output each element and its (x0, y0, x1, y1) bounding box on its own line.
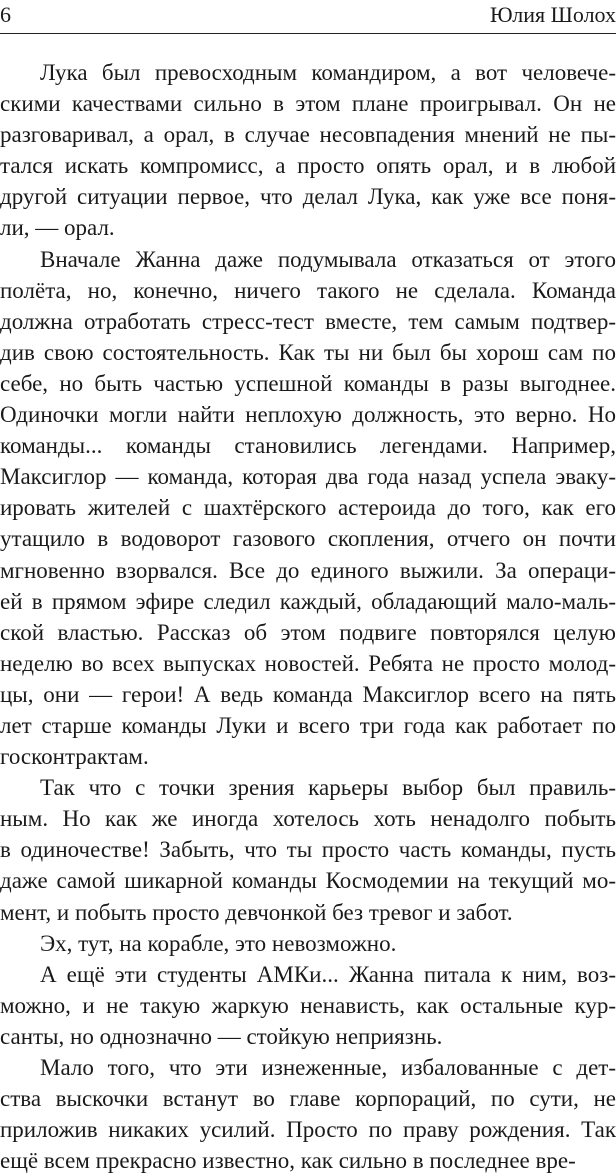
paragraph (0, 57, 616, 244)
page-header (0, 0, 616, 34)
text-line: в одиночестве! Забыть, что ты просто часть команды, пусть (0, 837, 616, 863)
text-line: Лука был превосходным командиром, а вот человече- (40, 60, 616, 85)
text-line: полёта, но, конечно, ничего такого не сделала. Команда (0, 277, 616, 303)
text-line: утащило в водоворот газового скопления, отчего он почти (0, 526, 616, 552)
text-line: разговаривал, а орал, в случае несовпадения мнений не пы- (0, 122, 616, 148)
running-head-author: Юлия Шолох (489, 2, 616, 27)
paragraph (0, 244, 616, 773)
text-line: госконтрактам. (0, 744, 149, 770)
text-line: можно, и не такую жаркую ненависть, как остальные кур- (0, 992, 616, 1018)
text-line: Мало того, что эти изнеженные, избалованные с дет- (40, 1055, 616, 1080)
text-line: даже самой шикарной команды Космодемии на текущий мо- (0, 868, 616, 894)
text-line: Так что с точки зрения карьеры выбор был правиль- (40, 775, 616, 801)
text-line: Максиглор — команда, которая два года назад успела эваку- (0, 464, 616, 490)
text-line: тался искать компромисс, а просто опять орал, и в любой (0, 153, 616, 179)
text-line: А ещё эти студенты АМКи... Жанна питала к ним, воз- (40, 961, 616, 987)
page-number: 6 (0, 2, 11, 27)
text-line: Вначале Жанна даже подумывала отказаться от этого (40, 246, 616, 272)
text-line: ей в прямом эфире следил каждый, обладающий мало-маль- (0, 588, 616, 614)
paragraph (0, 772, 616, 927)
text-line: ской властью. Рассказ об этом подвиге повторялся целую (0, 619, 616, 645)
text-line: скими качествами сильно в этом плане проигрывал. Он не (0, 91, 616, 117)
text-line: должна отработать стресс-тест вместе, тем самым подтвер- (0, 308, 616, 334)
text-line: ства выскочки встанут во главе корпораций, по сути, не (0, 1086, 616, 1112)
text-line: неделю во всех выпусках новостей. Ребята не просто молод- (0, 650, 616, 676)
text-line: див свою состоятельность. Как ты ни был бы хорош сам по (0, 339, 616, 365)
page-body (0, 57, 616, 1176)
paragraph (0, 1052, 616, 1176)
text-line: цы, они — герои! А ведь команда Максиглор всего на пять (0, 681, 616, 707)
text-line: ли, — орал. (0, 215, 115, 241)
text-line: ным. Но как же иногда хотелось хоть ненадолго побыть (0, 806, 616, 832)
text-line: приложив никаких усилий. Просто по праву рождения. Так (0, 1117, 616, 1143)
text-line: себе, но быть частью успешной команды в разы выгоднее. (0, 370, 616, 396)
paragraph (0, 959, 616, 1052)
text-line: ещё всем прекрасно известно, как сильно в последнее вре- (0, 1148, 576, 1174)
text-line: Одиночки могли найти неплохую должность, это верно. Но (0, 402, 616, 428)
paragraph (0, 928, 616, 959)
text-line: санты, но однозначно — стойкую неприязнь. (0, 1023, 443, 1049)
text-line: ировать жителей с шахтёрского астероида до того, как его (0, 495, 616, 521)
text-line: Эх, тут, на корабле, это невозможно. (40, 930, 397, 956)
text-line: мент, и побыть просто девчонкой без тревог и забот. (0, 899, 513, 925)
text-line: команды... команды становились легендами. Например, (0, 433, 616, 459)
text-line: лет старше команды Луки и всего три года как работает по (0, 712, 616, 738)
text-line: другой ситуации первое, что делал Лука, как уже все поня- (0, 184, 616, 210)
text-line: мгновенно взорвался. Все до единого выжили. За операци- (0, 557, 616, 583)
